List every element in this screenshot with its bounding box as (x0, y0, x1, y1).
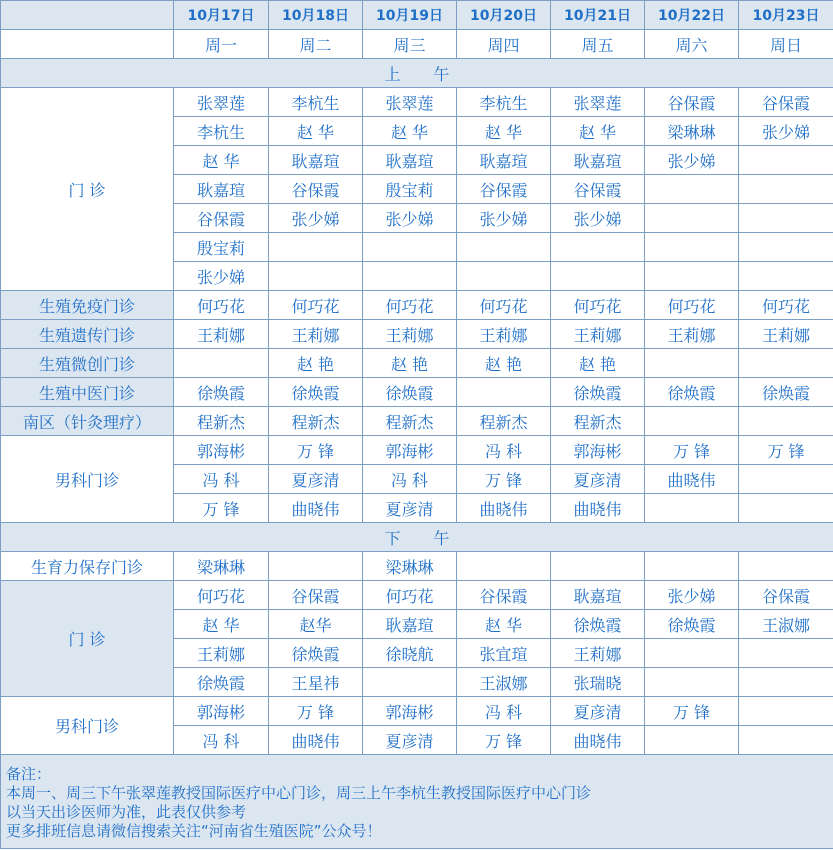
doctor-cell (739, 233, 833, 262)
doctor-cell: 何巧花 (551, 291, 645, 320)
doctor-cell: 曲晓伟 (551, 494, 645, 523)
doctor-cell: 谷保霞 (457, 581, 551, 610)
table-row (1, 581, 833, 610)
doctor-cell: 赵 华 (363, 117, 457, 146)
notes (1, 755, 833, 849)
doctor-cell: 程新杰 (269, 407, 363, 436)
doctor-cell: 郭海彬 (363, 697, 457, 726)
weekday-header: 周一 (174, 30, 269, 59)
doctor-cell: 夏彦清 (269, 465, 363, 494)
date-header: 10月23日 (739, 1, 833, 30)
doctor-cell: 赵 华 (269, 117, 363, 146)
date-header: 10月21日 (551, 1, 645, 30)
doctor-cell: 万 锋 (457, 465, 551, 494)
doctor-cell (457, 262, 551, 291)
doctor-cell: 冯 科 (174, 726, 269, 755)
doctor-cell (645, 668, 739, 697)
doctor-cell: 何巧花 (363, 581, 457, 610)
weekday-header: 周六 (645, 30, 739, 59)
doctor-cell: 李杭生 (457, 88, 551, 117)
doctor-cell: 徐焕霞 (269, 378, 363, 407)
doctor-cell: 郭海彬 (174, 436, 269, 465)
doctor-cell: 冯 科 (457, 436, 551, 465)
doctor-cell (269, 233, 363, 262)
clinic-label: 生殖遗传门诊 (1, 320, 174, 349)
doctor-cell (645, 262, 739, 291)
clinic-label: 男科门诊 (1, 697, 174, 755)
doctor-cell: 王莉娜 (174, 639, 269, 668)
doctor-cell: 王莉娜 (645, 320, 739, 349)
doctor-cell (174, 349, 269, 378)
notes-line1: 本周一、周三下午张翠莲教授国际医疗中心门诊，周三上午李杭生教授国际医疗中心门诊 (6, 784, 592, 802)
doctor-cell: 曲晓伟 (269, 494, 363, 523)
date-header: 10月18日 (269, 1, 363, 30)
doctor-cell: 王星祎 (269, 668, 363, 697)
doctor-cell: 徐晓航 (363, 639, 457, 668)
doctor-cell (363, 668, 457, 697)
doctor-cell: 谷保霞 (269, 175, 363, 204)
doctor-cell: 夏彦清 (551, 697, 645, 726)
doctor-cell (739, 407, 833, 436)
doctor-cell: 耿嘉瑄 (551, 146, 645, 175)
doctor-cell: 赵华 (269, 610, 363, 639)
doctor-cell: 张少娣 (269, 204, 363, 233)
doctor-cell: 赵 华 (174, 146, 269, 175)
doctor-cell: 张翠莲 (363, 88, 457, 117)
doctor-cell (645, 552, 739, 581)
doctor-cell: 张少娣 (645, 581, 739, 610)
doctor-cell: 万 锋 (269, 436, 363, 465)
doctor-cell: 何巧花 (269, 291, 363, 320)
doctor-cell (363, 262, 457, 291)
doctor-cell: 王莉娜 (739, 320, 833, 349)
doctor-cell: 王淑娜 (457, 668, 551, 697)
doctor-cell (739, 726, 833, 755)
weekday-header: 周日 (739, 30, 833, 59)
date-header: 10月22日 (645, 1, 739, 30)
doctor-cell (269, 552, 363, 581)
table-row (1, 407, 833, 436)
doctor-cell: 梁琳琳 (174, 552, 269, 581)
clinic-label: 生育力保存门诊 (1, 552, 174, 581)
doctor-cell: 谷保霞 (551, 175, 645, 204)
clinic-label: 生殖免疫门诊 (1, 291, 174, 320)
doctor-cell: 张少娣 (739, 117, 833, 146)
doctor-cell: 梁琳琳 (645, 117, 739, 146)
notes-line3: 更多排班信息请微信搜索关注“河南省生殖医院”公众号！ (6, 822, 382, 840)
corner-cell (1, 30, 174, 59)
doctor-cell (645, 494, 739, 523)
doctor-cell: 万 锋 (645, 436, 739, 465)
doctor-cell: 王莉娜 (551, 639, 645, 668)
doctor-cell (739, 465, 833, 494)
doctor-cell: 张少娣 (174, 262, 269, 291)
doctor-cell: 张少娣 (551, 204, 645, 233)
doctor-cell (739, 146, 833, 175)
doctor-cell: 耿嘉瑄 (174, 175, 269, 204)
doctor-cell (739, 697, 833, 726)
section-morning: 上 午 (1, 59, 833, 88)
doctor-cell: 万 锋 (645, 697, 739, 726)
notes-title: 备注： (6, 765, 52, 783)
doctor-cell (457, 378, 551, 407)
doctor-cell: 冯 科 (457, 697, 551, 726)
clinic-label: 门 诊 (1, 581, 174, 697)
table-row (1, 436, 833, 465)
doctor-cell (739, 204, 833, 233)
doctor-cell: 冯 科 (363, 465, 457, 494)
doctor-cell: 王莉娜 (174, 320, 269, 349)
table-row (1, 378, 833, 407)
doctor-cell: 王莉娜 (363, 320, 457, 349)
doctor-cell: 王莉娜 (457, 320, 551, 349)
doctor-cell: 冯 科 (174, 465, 269, 494)
doctor-cell: 耿嘉瑄 (363, 146, 457, 175)
doctor-cell (739, 175, 833, 204)
doctor-cell: 夏彦清 (363, 726, 457, 755)
table-row (1, 697, 833, 726)
table-row (1, 349, 833, 378)
table-row (1, 552, 833, 581)
doctor-cell: 张瑞晓 (551, 668, 645, 697)
section-row (1, 59, 833, 88)
doctor-cell: 赵 艳 (269, 349, 363, 378)
table-row (1, 88, 833, 117)
doctor-cell (739, 668, 833, 697)
section-afternoon: 下 午 (1, 523, 833, 552)
doctor-cell: 程新杰 (174, 407, 269, 436)
section-row (1, 523, 833, 552)
doctor-cell (739, 262, 833, 291)
doctor-cell (739, 494, 833, 523)
doctor-cell: 谷保霞 (269, 581, 363, 610)
doctor-cell: 何巧花 (457, 291, 551, 320)
doctor-cell (363, 233, 457, 262)
doctor-cell: 赵 艳 (551, 349, 645, 378)
doctor-cell: 徐焕霞 (739, 378, 833, 407)
date-header-row (1, 1, 833, 30)
date-header: 10月19日 (363, 1, 457, 30)
doctor-cell: 谷保霞 (739, 581, 833, 610)
doctor-cell: 张少娣 (645, 146, 739, 175)
doctor-cell (645, 726, 739, 755)
doctor-cell: 徐焕霞 (174, 668, 269, 697)
doctor-cell: 程新杰 (457, 407, 551, 436)
doctor-cell: 曲晓伟 (457, 494, 551, 523)
doctor-cell: 赵 艳 (457, 349, 551, 378)
doctor-cell: 殷宝莉 (363, 175, 457, 204)
doctor-cell (645, 407, 739, 436)
date-header: 10月20日 (457, 1, 551, 30)
doctor-cell: 张翠莲 (174, 88, 269, 117)
notes-line2: 以当天出诊医师为准，此表仅供参考 (6, 803, 247, 821)
doctor-cell (739, 639, 833, 668)
doctor-cell: 谷保霞 (457, 175, 551, 204)
doctor-cell: 张少娣 (363, 204, 457, 233)
notes-row (1, 755, 833, 849)
doctor-cell: 王莉娜 (551, 320, 645, 349)
doctor-cell: 何巧花 (174, 581, 269, 610)
doctor-cell: 耿嘉瑄 (457, 146, 551, 175)
clinic-label: 门 诊 (1, 88, 174, 291)
doctor-cell: 赵 华 (457, 610, 551, 639)
doctor-cell: 郭海彬 (174, 697, 269, 726)
doctor-cell: 何巧花 (645, 291, 739, 320)
doctor-cell: 万 锋 (269, 697, 363, 726)
weekday-header: 周二 (269, 30, 363, 59)
doctor-cell (739, 349, 833, 378)
doctor-cell: 何巧花 (174, 291, 269, 320)
doctor-cell: 谷保霞 (174, 204, 269, 233)
doctor-cell: 耿嘉瑄 (363, 610, 457, 639)
doctor-cell: 万 锋 (174, 494, 269, 523)
doctor-cell: 赵 艳 (363, 349, 457, 378)
doctor-cell: 万 锋 (739, 436, 833, 465)
doctor-cell: 谷保霞 (645, 88, 739, 117)
doctor-cell: 耿嘉瑄 (269, 146, 363, 175)
doctor-cell: 赵 华 (457, 117, 551, 146)
clinic-label: 男科门诊 (1, 436, 174, 523)
weekday-header: 周三 (363, 30, 457, 59)
doctor-cell (645, 175, 739, 204)
doctor-cell (739, 552, 833, 581)
doctor-cell (645, 204, 739, 233)
doctor-cell: 郭海彬 (363, 436, 457, 465)
weekday-header: 周四 (457, 30, 551, 59)
doctor-cell: 徐焕霞 (551, 378, 645, 407)
doctor-cell: 徐焕霞 (174, 378, 269, 407)
doctor-cell: 张宜瑄 (457, 639, 551, 668)
doctor-cell: 张少娣 (457, 204, 551, 233)
doctor-cell (551, 552, 645, 581)
doctor-cell: 何巧花 (363, 291, 457, 320)
clinic-label: 南区（针灸理疗） (1, 407, 174, 436)
doctor-cell: 谷保霞 (739, 88, 833, 117)
weekday-header-row (1, 30, 833, 59)
doctor-cell (269, 262, 363, 291)
doctor-cell: 曲晓伟 (551, 726, 645, 755)
doctor-cell: 程新杰 (363, 407, 457, 436)
doctor-cell: 曲晓伟 (269, 726, 363, 755)
doctor-cell (551, 233, 645, 262)
doctor-cell (645, 233, 739, 262)
doctor-cell: 耿嘉瑄 (551, 581, 645, 610)
doctor-cell: 殷宝莉 (174, 233, 269, 262)
table-row (1, 320, 833, 349)
doctor-cell: 曲晓伟 (645, 465, 739, 494)
doctor-cell: 张翠莲 (551, 88, 645, 117)
clinic-label: 生殖中医门诊 (1, 378, 174, 407)
doctor-cell: 李杭生 (174, 117, 269, 146)
doctor-cell: 夏彦清 (363, 494, 457, 523)
weekday-header: 周五 (551, 30, 645, 59)
doctor-cell: 徐焕霞 (269, 639, 363, 668)
doctor-cell: 赵 华 (551, 117, 645, 146)
doctor-cell: 徐焕霞 (363, 378, 457, 407)
doctor-cell: 夏彦清 (551, 465, 645, 494)
doctor-cell (551, 262, 645, 291)
corner-cell (1, 1, 174, 30)
doctor-cell: 徐焕霞 (551, 610, 645, 639)
doctor-cell (457, 552, 551, 581)
doctor-cell: 徐焕霞 (645, 378, 739, 407)
doctor-cell (645, 349, 739, 378)
doctor-cell: 程新杰 (551, 407, 645, 436)
doctor-cell: 李杭生 (269, 88, 363, 117)
doctor-cell: 万 锋 (457, 726, 551, 755)
doctor-cell: 王淑娜 (739, 610, 833, 639)
doctor-cell: 王莉娜 (269, 320, 363, 349)
table-row (1, 291, 833, 320)
clinic-label: 生殖微创门诊 (1, 349, 174, 378)
doctor-cell: 何巧花 (739, 291, 833, 320)
date-header: 10月17日 (174, 1, 269, 30)
doctor-cell: 梁琳琳 (363, 552, 457, 581)
doctor-cell (645, 639, 739, 668)
doctor-cell: 赵 华 (174, 610, 269, 639)
doctor-cell: 郭海彬 (551, 436, 645, 465)
doctor-cell (457, 233, 551, 262)
doctor-cell: 徐焕霞 (645, 610, 739, 639)
